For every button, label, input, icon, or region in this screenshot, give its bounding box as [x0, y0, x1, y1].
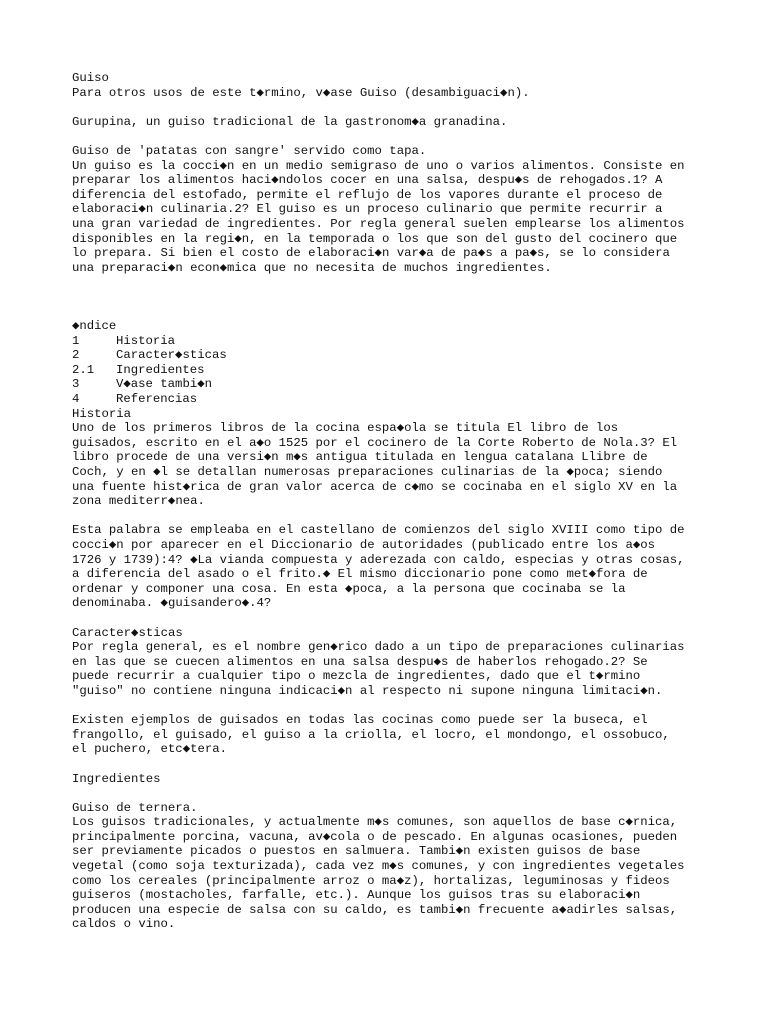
text-line: denominaba. ◆guisandero◆.4?: [72, 596, 272, 611]
text-line: [72, 305, 732, 320]
text-line: [72, 275, 732, 290]
text-line: una fuente hist◆rica de gran valor acerca de c◆mo se cocinaba en el siglo XV en la: [72, 479, 678, 494]
text-line: producen una especie de salsa con su caldo, es tambi◆n frecuente a◆adirles salsas,: [72, 902, 678, 917]
text-line: el puchero, etc◆tera.: [72, 742, 227, 757]
text-line: ser previamente picados o puestos en salmuera. Tambi◆n existen guisos de base: [72, 844, 641, 859]
text-line: disponibles en la regi◆n, en la temporada o los que son del gusto del cocinero que: [72, 231, 678, 246]
toc-item[interactable]: [72, 363, 732, 378]
toc-item-number: 4: [72, 392, 80, 407]
toc-item-number: 3: [72, 377, 80, 392]
text-line: una preparaci◆n econ◆mica que no necesita de muchos ingredientes.: [72, 260, 552, 275]
text-line: Guiso de 'patatas con sangre' servido como tapa.: [72, 143, 427, 158]
text-line: guisados, escrito en el a◆o 1525 por el cocinero de la Corte Roberto de Nola.3? El: [72, 435, 678, 450]
text-line: Guiso: [72, 71, 109, 85]
toc-heading: ◆ndice: [72, 319, 117, 334]
toc-item-label: Caracter◆sticas: [116, 348, 227, 363]
text-line: [72, 699, 732, 714]
document-text: [72, 71, 732, 932]
text-line: en las que se cuecen alimentos en una salsa despu◆s de haberlos rehogado.2? Se: [72, 654, 648, 669]
toc-item[interactable]: [72, 334, 732, 349]
text-line: como los cereales (principalmente arroz o ma◆z), hortalizas, leguminosas y fideos: [72, 873, 670, 888]
text-line: [72, 757, 732, 772]
text-line: puede recurrir a cualquier tipo o mezcla de ingredientes, dado que el t◆rmino: [72, 669, 641, 684]
toc-item[interactable]: [72, 348, 732, 363]
text-line: Coch, y en ◆l se detallan numerosas preparaciones culinarias de la ◆poca; siendo: [72, 465, 663, 480]
text-line: [72, 509, 732, 524]
toc-item[interactable]: [72, 377, 732, 392]
text-line: Gurupina, un guiso tradicional de la gastronom◆a granadina.: [72, 114, 508, 129]
text-line: frangollo, el guisado, el guiso a la criolla, el locro, el mondongo, el ossobuco,: [72, 727, 670, 742]
text-line: [72, 129, 732, 144]
toc-item-label: V◆ase tambi◆n: [116, 377, 212, 392]
text-line: Guiso de ternera.: [72, 800, 198, 815]
text-line: diferencia del estofado, permite el reflujo de los vapores durante el proceso de: [72, 187, 663, 202]
text-line: Los guisos tradicionales, y actualmente m◆s comunes, son aquellos de base c◆rnica,: [72, 815, 678, 830]
text-line: zona mediterr◆nea.: [72, 494, 205, 509]
text-line: guiseros (mostacholes, farfalle, etc.). Aunque los guisos tras su elaboraci◆n: [72, 888, 641, 903]
text-line: caldos o vino.: [72, 917, 176, 932]
text-line: [72, 786, 732, 801]
text-line: principalmente porcina, vacuna, av◆cola o de pescado. En algunas ocasiones, pueden: [72, 829, 678, 844]
toc-item-label: Historia: [116, 333, 176, 348]
text-line: Caracter◆sticas: [72, 625, 183, 640]
text-line: [72, 290, 732, 305]
toc-item[interactable]: [72, 392, 732, 407]
text-line: a diferencia del asado o el frito.◆ El mismo diccionario pone como met◆fora de: [72, 567, 648, 582]
text-line: [72, 611, 732, 626]
text-line: [72, 100, 732, 115]
text-line: Uno de los primeros libros de la cocina espa◆ola se titula El libro de los: [72, 421, 619, 436]
toc-item-number: 2: [72, 348, 80, 363]
text-line: Por regla general, es el nombre gen◆rico dado a un tipo de preparaciones culinarias: [72, 640, 685, 655]
text-line: preparar los alimentos haci◆ndolos cocer en una salsa, despu◆s de rehogados.1? A: [72, 173, 663, 188]
toc-item-number: 2.1: [72, 362, 95, 377]
text-line: 1726 y 1739):4? ◆La vianda compuesta y aderezada con caldo, especias y otras cosas,: [72, 552, 685, 567]
text-line: lo prepara. Si bien el costo de elaboraci◆n var◆a de pa◆s a pa◆s, se lo considera: [72, 246, 670, 261]
text-line: Un guiso es la cocci◆n en un medio semigraso de uno o varios alimentos. Consiste en: [72, 158, 685, 173]
toc-item-label: Referencias: [116, 392, 198, 407]
table-of-contents: [72, 334, 732, 407]
text-line: "guiso" no contiene ninguna indicaci◆n al respecto ni supone ninguna limitaci◆n.: [72, 683, 663, 698]
text-line: Esta palabra se empleaba en el castellano de comienzos del siglo XVIII como tipo de: [72, 523, 685, 538]
toc-item-number: 1: [72, 333, 80, 348]
text-line: elaboraci◆n culinaria.2? El guiso es un proceso culinario que permite recurrir a: [72, 202, 663, 217]
toc-item-label: Ingredientes: [116, 362, 205, 377]
text-line: Existen ejemplos de guisados en todas las cocinas como puede ser la buseca, el: [72, 713, 648, 728]
text-line: Ingredientes: [72, 771, 161, 786]
text-line: vegetal (como soja texturizada), cada vez m◆s comunes, y con ingredientes vegetales: [72, 859, 685, 874]
text-line: Historia: [72, 406, 132, 421]
body-section: [72, 407, 732, 932]
intro-section: [72, 71, 732, 319]
text-line: una gran variedad de ingredientes. Por regla general suelen emplearse los alimentos: [72, 216, 685, 231]
text-line: cocci◆n por aparecer en el Diccionario de autoridades (publicado entre los a◆os: [72, 538, 656, 552]
text-line: libro procede de una versi◆n m◆s antigua titulada en lengua catalana Llibre de: [72, 450, 648, 465]
text-line: Para otros usos de este t◆rmino, v◆ase Guiso (desambiguaci◆n).: [72, 85, 530, 100]
text-line: ordenar y componer una cosa. En esta ◆poca, a la persona que cocinaba se la: [72, 581, 626, 596]
